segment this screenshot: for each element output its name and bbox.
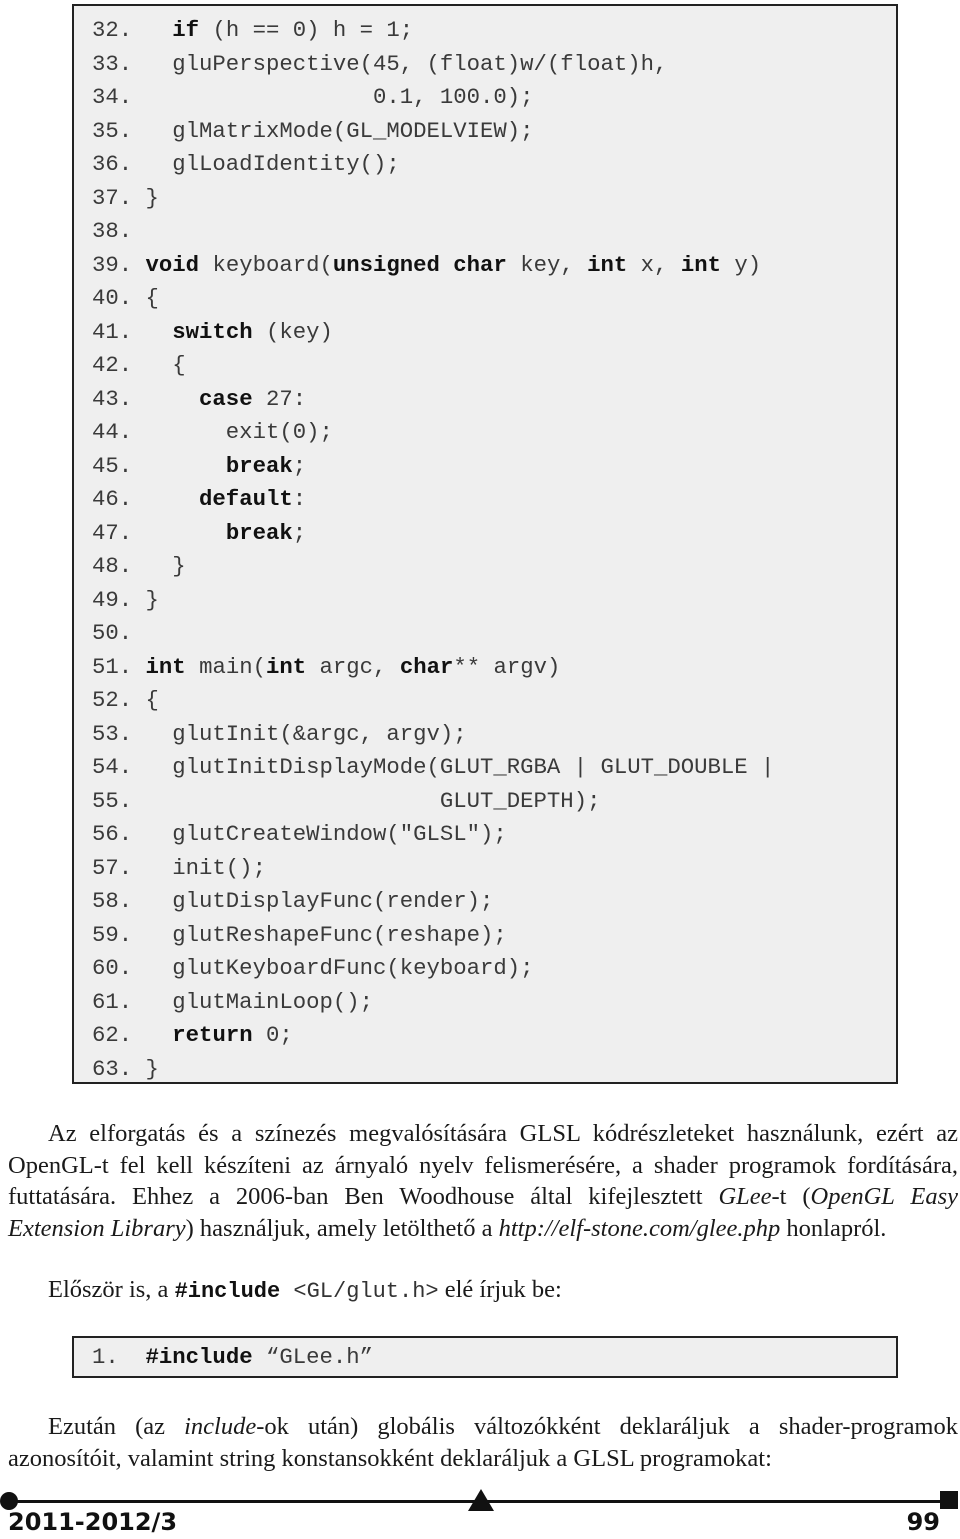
code-text: 61. glutMainLoop(); bbox=[92, 988, 373, 1015]
code-text: 62. bbox=[92, 1022, 173, 1048]
footer-square-icon bbox=[940, 1491, 958, 1509]
code-line bbox=[92, 14, 413, 47]
code-text: 58. glutDisplayFunc(render); bbox=[92, 888, 494, 914]
code-line bbox=[92, 483, 306, 516]
code-text: 27: bbox=[252, 385, 307, 412]
code-line bbox=[92, 148, 400, 181]
paragraph-text: Ezután (az bbox=[48, 1413, 185, 1440]
code-keyword: int bbox=[265, 653, 307, 680]
code-text: 40. { bbox=[92, 285, 159, 311]
code-text: key, bbox=[506, 251, 588, 278]
code-text: 48. } bbox=[92, 553, 186, 579]
code-text: 56. glutCreateWindow("GLSL"); bbox=[92, 821, 507, 847]
code-listing-include bbox=[72, 1336, 898, 1378]
code-keyword: int bbox=[145, 653, 186, 680]
code-line bbox=[92, 718, 467, 751]
footer-triangle-icon bbox=[468, 1489, 494, 1511]
paragraph-text: -t ( bbox=[771, 1183, 811, 1210]
code-text: 63. } bbox=[92, 1055, 159, 1082]
code-text: 42. { bbox=[92, 352, 186, 378]
code-line bbox=[92, 383, 306, 416]
paragraph-globals bbox=[8, 1411, 958, 1474]
code-line bbox=[92, 81, 534, 114]
code-text: ; bbox=[292, 452, 307, 479]
code-text: 59. glutReshapeFunc(reshape); bbox=[92, 921, 507, 948]
code-text: “GLee.h” bbox=[252, 1344, 374, 1370]
paragraph-text: ) használjuk, amely letölthető a bbox=[185, 1214, 499, 1242]
code-keyword: case bbox=[199, 385, 253, 412]
code-text: 0; bbox=[252, 1022, 293, 1048]
code-keyword: switch bbox=[172, 318, 253, 345]
code-text: 44. exit(0); bbox=[92, 419, 333, 445]
code-text: 51. bbox=[92, 653, 146, 680]
code-text: 54. glutInitDisplayMode(GLUT_RGBA | GLUT_DOUBLE | bbox=[92, 754, 775, 780]
code-text: 39. bbox=[92, 251, 146, 278]
inline-code: <GL/glut.h> bbox=[280, 1279, 439, 1304]
code-text: 43. bbox=[92, 385, 200, 412]
code-keyword: break bbox=[225, 519, 293, 546]
code-text: x, bbox=[627, 251, 681, 278]
code-text: 52. { bbox=[92, 687, 159, 713]
code-text: 32. bbox=[92, 17, 173, 43]
code-text: 60. glutKeyboardFunc(keyboard); bbox=[92, 955, 534, 981]
code-line bbox=[92, 48, 667, 81]
code-line bbox=[92, 115, 534, 148]
paragraph-italic: include bbox=[184, 1413, 257, 1440]
code-line bbox=[92, 182, 159, 215]
code-line bbox=[92, 785, 600, 818]
code-line bbox=[92, 584, 159, 617]
paragraph-text: elé írjuk be: bbox=[438, 1276, 562, 1303]
code-text: 50. bbox=[92, 620, 133, 646]
code-line bbox=[92, 919, 507, 952]
code-text: 34. 0.1, 100.0); bbox=[92, 84, 534, 110]
code-text: (h == 0) h = 1; bbox=[199, 17, 414, 43]
code-text: 47. bbox=[92, 519, 226, 546]
code-line bbox=[92, 818, 507, 851]
code-line bbox=[92, 282, 159, 315]
code-line bbox=[92, 852, 266, 885]
code-text: argc, bbox=[306, 653, 400, 680]
code-text: 1. bbox=[92, 1344, 146, 1370]
code-keyword: char bbox=[399, 653, 454, 680]
code-text: 38. bbox=[92, 218, 133, 244]
code-line bbox=[92, 885, 493, 918]
code-keyword: int bbox=[680, 251, 721, 278]
code-line bbox=[92, 550, 186, 583]
code-text: main( bbox=[185, 653, 266, 680]
code-line bbox=[92, 215, 132, 248]
code-text: 33. gluPerspective(45, (float)w/(float)h, bbox=[92, 50, 668, 77]
code-keyword: unsigned char bbox=[332, 251, 507, 278]
code-text: ** argv) bbox=[453, 653, 561, 680]
code-line bbox=[92, 651, 560, 684]
code-text: 55. GLUT_DEPTH); bbox=[92, 787, 601, 814]
code-line bbox=[92, 1019, 293, 1052]
code-listing bbox=[72, 4, 898, 1084]
paragraph-link: http://elf-stone.com/glee.php bbox=[498, 1214, 781, 1242]
code-text: 45. bbox=[92, 452, 226, 479]
code-text: 49. } bbox=[92, 586, 159, 613]
code-line bbox=[92, 1341, 373, 1374]
code-keyword: return bbox=[172, 1022, 253, 1048]
code-line bbox=[92, 349, 186, 382]
code-text: keyboard( bbox=[199, 251, 333, 278]
code-line bbox=[92, 617, 132, 650]
code-text: 57. init(); bbox=[92, 854, 266, 881]
code-line bbox=[92, 952, 534, 985]
code-line bbox=[92, 517, 306, 550]
code-keyword: if bbox=[172, 17, 200, 43]
code-text: ; bbox=[292, 519, 307, 546]
code-text: y) bbox=[720, 251, 762, 278]
code-line bbox=[92, 450, 306, 483]
page-number: 99 bbox=[906, 1508, 940, 1536]
code-line bbox=[92, 1053, 159, 1086]
paragraph-text: -ok után) globális változókként deklaráljuk a shader-programok azonosítóit, valamint string konstansokként deklaráljuk a GLSL programokat: bbox=[8, 1413, 958, 1472]
paragraph-glee bbox=[8, 1118, 958, 1244]
code-text: 35. glMatrixMode(GL_MODELVIEW); bbox=[92, 117, 534, 144]
code-text: : bbox=[292, 486, 307, 512]
code-keyword: void bbox=[145, 251, 200, 278]
code-line bbox=[92, 416, 333, 449]
inline-code-keyword: #include bbox=[174, 1279, 281, 1304]
code-keyword: #include bbox=[145, 1344, 253, 1370]
code-text: (key) bbox=[252, 318, 333, 345]
code-line bbox=[92, 986, 373, 1019]
code-text: 37. } bbox=[92, 184, 159, 211]
paragraph-text: honlapról. bbox=[780, 1214, 887, 1242]
code-text: 53. glutInit(&argc, argv); bbox=[92, 720, 467, 747]
code-text: 36. glLoadIdentity(); bbox=[92, 151, 400, 177]
code-text: 46. bbox=[92, 486, 200, 512]
code-line bbox=[92, 249, 761, 282]
code-keyword: default bbox=[199, 486, 293, 512]
footer-issue: 2011-2012/3 bbox=[8, 1508, 178, 1536]
paragraph-italic: OpenGL Easy Extension Library bbox=[8, 1183, 958, 1242]
code-keyword: int bbox=[587, 251, 628, 278]
paragraph-include bbox=[8, 1274, 958, 1308]
code-text: 41. bbox=[92, 318, 173, 345]
paragraph-italic: GLee bbox=[718, 1183, 772, 1210]
code-line bbox=[92, 316, 333, 349]
code-line bbox=[92, 684, 159, 717]
paragraph-text: Először is, a bbox=[48, 1276, 175, 1303]
code-line bbox=[92, 751, 774, 784]
paragraph-text: Az elforgatás és a színezés megvalósítására GLSL kódrészleteket használunk, ezért az OpenGL-t fel kell készíteni az árnyaló nyelv felismerésére, a shader programok fordítására, futtatására. Ehhez a 2006-ban Ben Woodhouse által kifejlesztett bbox=[8, 1120, 958, 1210]
code-keyword: break bbox=[225, 452, 293, 479]
